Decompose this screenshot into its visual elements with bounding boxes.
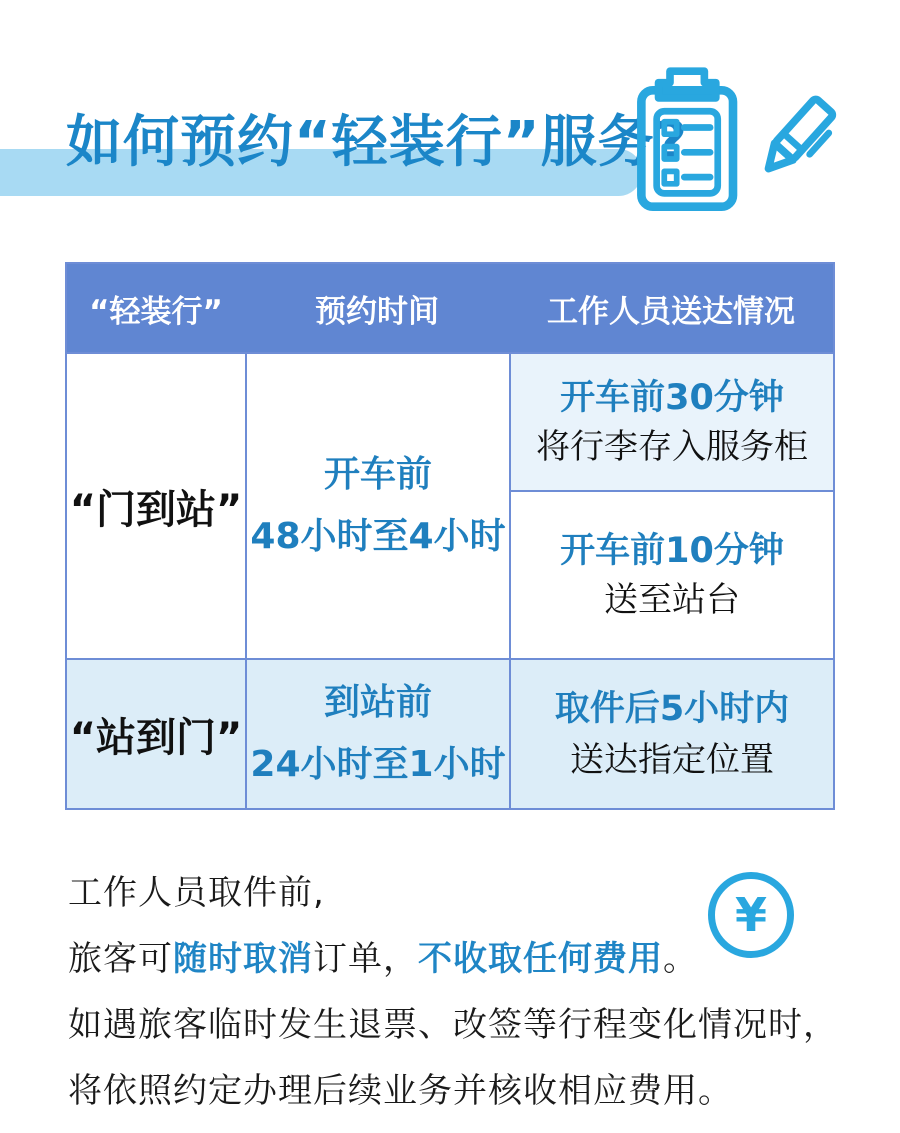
- note-line-4: [68, 1054, 848, 1120]
- delivery-action: 送至站台: [604, 579, 740, 620]
- clipboard-checklist-icon: [641, 71, 733, 207]
- delivery-subcell-locker: [511, 354, 833, 492]
- note-text: 。: [663, 938, 698, 979]
- service-name: “门到站”: [69, 486, 243, 533]
- delivery-subcell-platform: [511, 492, 833, 658]
- table-header-booking-time: 预约时间: [315, 293, 439, 330]
- yen-symbol: ¥: [734, 888, 767, 942]
- delivery-action: 送达指定位置: [570, 739, 774, 780]
- note-text: 旅客可: [68, 938, 173, 979]
- delivery-time: 开车前10分钟: [560, 530, 784, 571]
- delivery-cell: [509, 658, 833, 808]
- page-title: 如何预约“轻装行”服务?: [66, 110, 689, 175]
- table-row-door-to-station: [67, 352, 833, 658]
- pen-icon: [759, 98, 838, 183]
- table-header-delivery: 工作人员送达情况: [547, 293, 795, 330]
- service-name-cell: [67, 658, 245, 808]
- clipboard-pen-graphic: [628, 58, 838, 218]
- service-name: “站到门”: [69, 714, 243, 761]
- note-highlight-cancel: 随时取消: [173, 938, 313, 979]
- booking-time-line: 48小时至4小时: [250, 516, 506, 557]
- delivery-time: 开车前30分钟: [560, 377, 784, 418]
- booking-time-cell: [245, 352, 509, 658]
- table-header-row: [67, 264, 833, 352]
- delivery-time: 取件后5小时内: [554, 688, 790, 729]
- delivery-cell-group: [509, 352, 833, 658]
- note-text: 将依照约定办理后续业务并核收相应费用。: [68, 1070, 733, 1111]
- title-icon-group: [628, 58, 838, 218]
- service-name-cell: [67, 352, 245, 658]
- note-text: 订单，: [313, 938, 418, 979]
- table-row-station-to-door: [67, 658, 833, 808]
- delivery-action: 将行李存入服务柜: [536, 426, 808, 467]
- table-header-service: “轻装行”: [89, 293, 223, 330]
- booking-time-line: 24小时至1小时: [250, 744, 506, 785]
- note-line-3: [68, 988, 848, 1054]
- yen-circle-icon: [708, 872, 794, 958]
- service-table: [65, 262, 835, 810]
- note-text: 工作人员取件前,: [68, 872, 325, 913]
- booking-time-cell: [245, 658, 509, 808]
- note-text: 如遇旅客临时发生退票、改签等行程变化情况时，: [68, 1004, 838, 1045]
- note-highlight-no-fee: 不收取任何费用: [418, 938, 663, 979]
- booking-time-line: 开车前: [323, 454, 432, 495]
- booking-time-line: 到站前: [323, 682, 432, 723]
